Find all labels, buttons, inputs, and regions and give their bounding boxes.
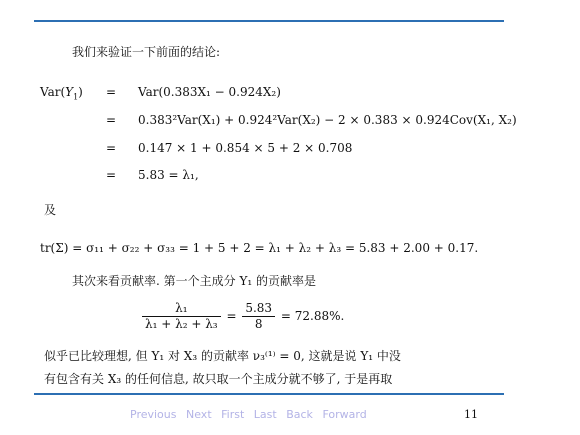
fraction-denominator: 8 <box>254 317 263 331</box>
nav-forward-link[interactable]: Forward <box>322 408 367 421</box>
nav-last-link[interactable]: Last <box>253 408 277 421</box>
equation-lhs: $Var(Y_1)$ <box>40 85 83 102</box>
paragraph-line-2: 有包含有关 X₃ 的任何信息, 故只取一个主成分就不够了, 于是再取 <box>44 372 393 386</box>
page-number: 11 <box>464 408 478 421</box>
conjunction-text: 及 <box>44 203 57 217</box>
navigation-bar <box>130 408 373 421</box>
equation-rhs-4: 5.83 = λ₁, <box>138 168 199 182</box>
nav-next-link[interactable]: Next <box>186 408 212 421</box>
contribution-formula <box>140 301 344 332</box>
paragraph-line-1: 似乎已比较理想, 但 Y₁ 对 X₃ 的贡献率 ν₃⁽¹⁾ = 0, 这就是说 Y₁ 中没 <box>44 349 401 363</box>
top-rule <box>34 20 504 22</box>
nav-first-link[interactable]: First <box>221 408 245 421</box>
contribution-intro: 其次来看贡献率. 第一个主成分 Y₁ 的贡献率是 <box>72 274 316 288</box>
fraction-denominator: λ₁ + λ₂ + λ₃ <box>145 317 218 331</box>
equals-sign: = <box>106 85 117 99</box>
equation-rhs-2: 0.383²Var(X₁) + 0.924²Var(X₂) − 2 × 0.383 × 0.924Cov(X₁, X₂) <box>138 113 517 127</box>
contribution-result: = 72.88%. <box>280 309 345 323</box>
trace-equation: tr(Σ) = σ₁₁ + σ₂₂ + σ₃₃ = 1 + 5 + 2 = λ₁ + λ₂ + λ₃ = 5.83 + 2.00 + 0.17. <box>40 241 479 255</box>
equals-sign: = <box>106 141 117 155</box>
nav-back-link[interactable]: Back <box>286 408 313 421</box>
fraction-numerator: 5.83 <box>242 301 275 317</box>
nav-previous-link[interactable]: Previous <box>130 408 177 421</box>
fraction-lambda <box>142 301 221 332</box>
fraction-values <box>242 301 275 332</box>
equals-sign: = <box>106 168 117 182</box>
equals-sign: = <box>226 309 237 323</box>
intro-text: 我们来验证一下前面的结论: <box>72 45 221 59</box>
equation-rhs-1: Var(0.383X₁ − 0.924X₂) <box>138 85 281 99</box>
fraction-numerator: λ₁ <box>142 301 221 317</box>
equals-sign: = <box>106 113 117 127</box>
equation-rhs-3: 0.147 × 1 + 0.854 × 5 + 2 × 0.708 <box>138 141 353 155</box>
bottom-rule <box>34 393 504 395</box>
